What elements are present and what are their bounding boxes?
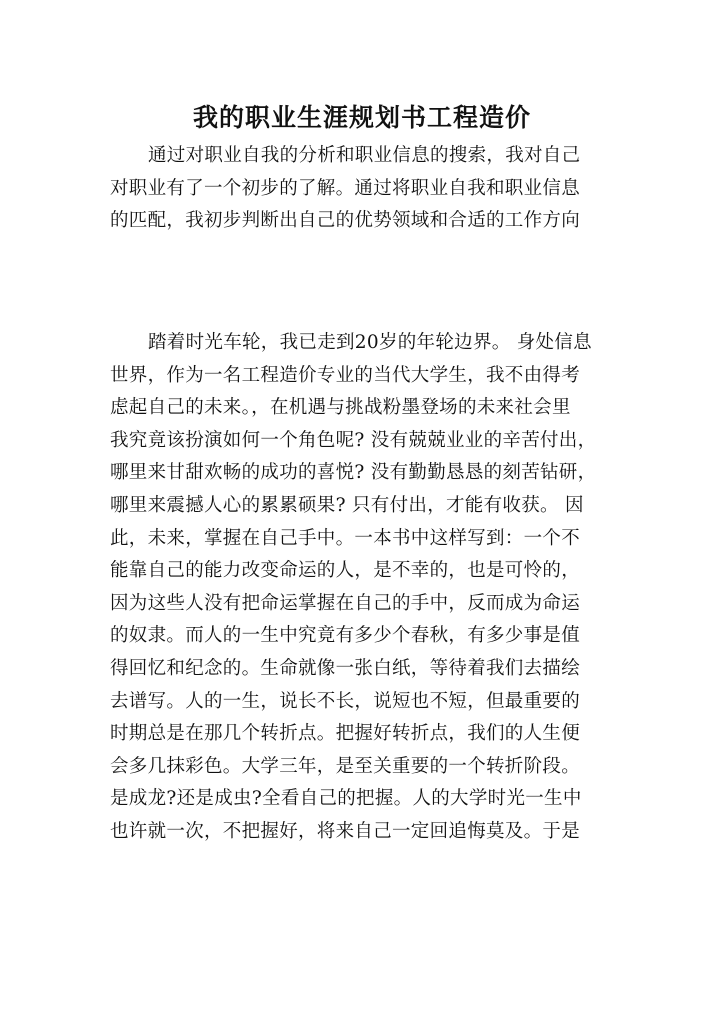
paragraph-line: 会多几抹彩色。大学三年，是至关重要的一个转折阶段。 [110,755,581,777]
document-title: 我的职业生涯规划书工程造价 [192,103,531,132]
paragraph-line: 去谱写。人的一生，说长不长，说短也不短，但最重要的 [110,690,581,712]
paragraph-line: 哪里来震撼人心的累累硕果? 只有付出，才能有收获。 因 [110,494,584,516]
paragraph-line: 时期总是在那几个转折点。把握好转折点，我们的人生便 [110,723,581,745]
paragraph-intro [110,140,620,238]
paragraph-line: 我究竟该扮演如何一个角色呢? 没有兢兢业业的辛苦付出， [110,429,597,451]
paragraph-line: 此，未来，掌握在自己手中。一本书中这样写到：一个不 [110,527,581,549]
paragraph-line: 世界，作为一名工程造价专业的当代大学生，我不由得考 [110,364,581,386]
paragraph-line: 踏着时光车轮，我已走到20岁的年轮边界。 身处信息 [148,332,592,353]
paragraph-line: 的匹配，我初步判断出自己的优势领域和合适的工作方向 [110,210,581,232]
paragraph-line: 的奴隶。而人的一生中究竟有多少个春秋，有多少事是值 [110,625,581,647]
paragraph-line: 对职业有了一个初步的了解。通过将职业自我和职业信息 [110,177,581,199]
paragraph-line: 虑起自己的未来。，在机遇与挑战粉墨登场的未来社会里 [110,397,571,419]
paragraph-line [110,849,620,882]
paragraph-line: 能靠自己的能力改变命运的人，是不幸的，也是可怜的， [110,560,581,582]
paragraph-body [110,327,620,881]
paragraph-line: 因为这些人没有把命运掌握在自己的手中，反而成为命运 [110,592,581,614]
paragraph-line: 通过对职业自我的分析和职业信息的搜索，我对自己 [148,145,581,166]
paragraph-line: 是成龙?还是成虫?全看自己的把握。人的大学时光一生中 [110,788,582,810]
paragraph-line: 哪里来甘甜欢畅的成功的喜悦? 没有勤勤恳恳的刻苦钻研， [110,462,597,484]
paragraph-line: 也许就一次，不把握好，将来自己一定回追悔莫及。于是 [110,820,581,842]
paragraph-line: 得回忆和纪念的。生命就像一张白纸，等待着我们去描绘 [110,657,581,679]
